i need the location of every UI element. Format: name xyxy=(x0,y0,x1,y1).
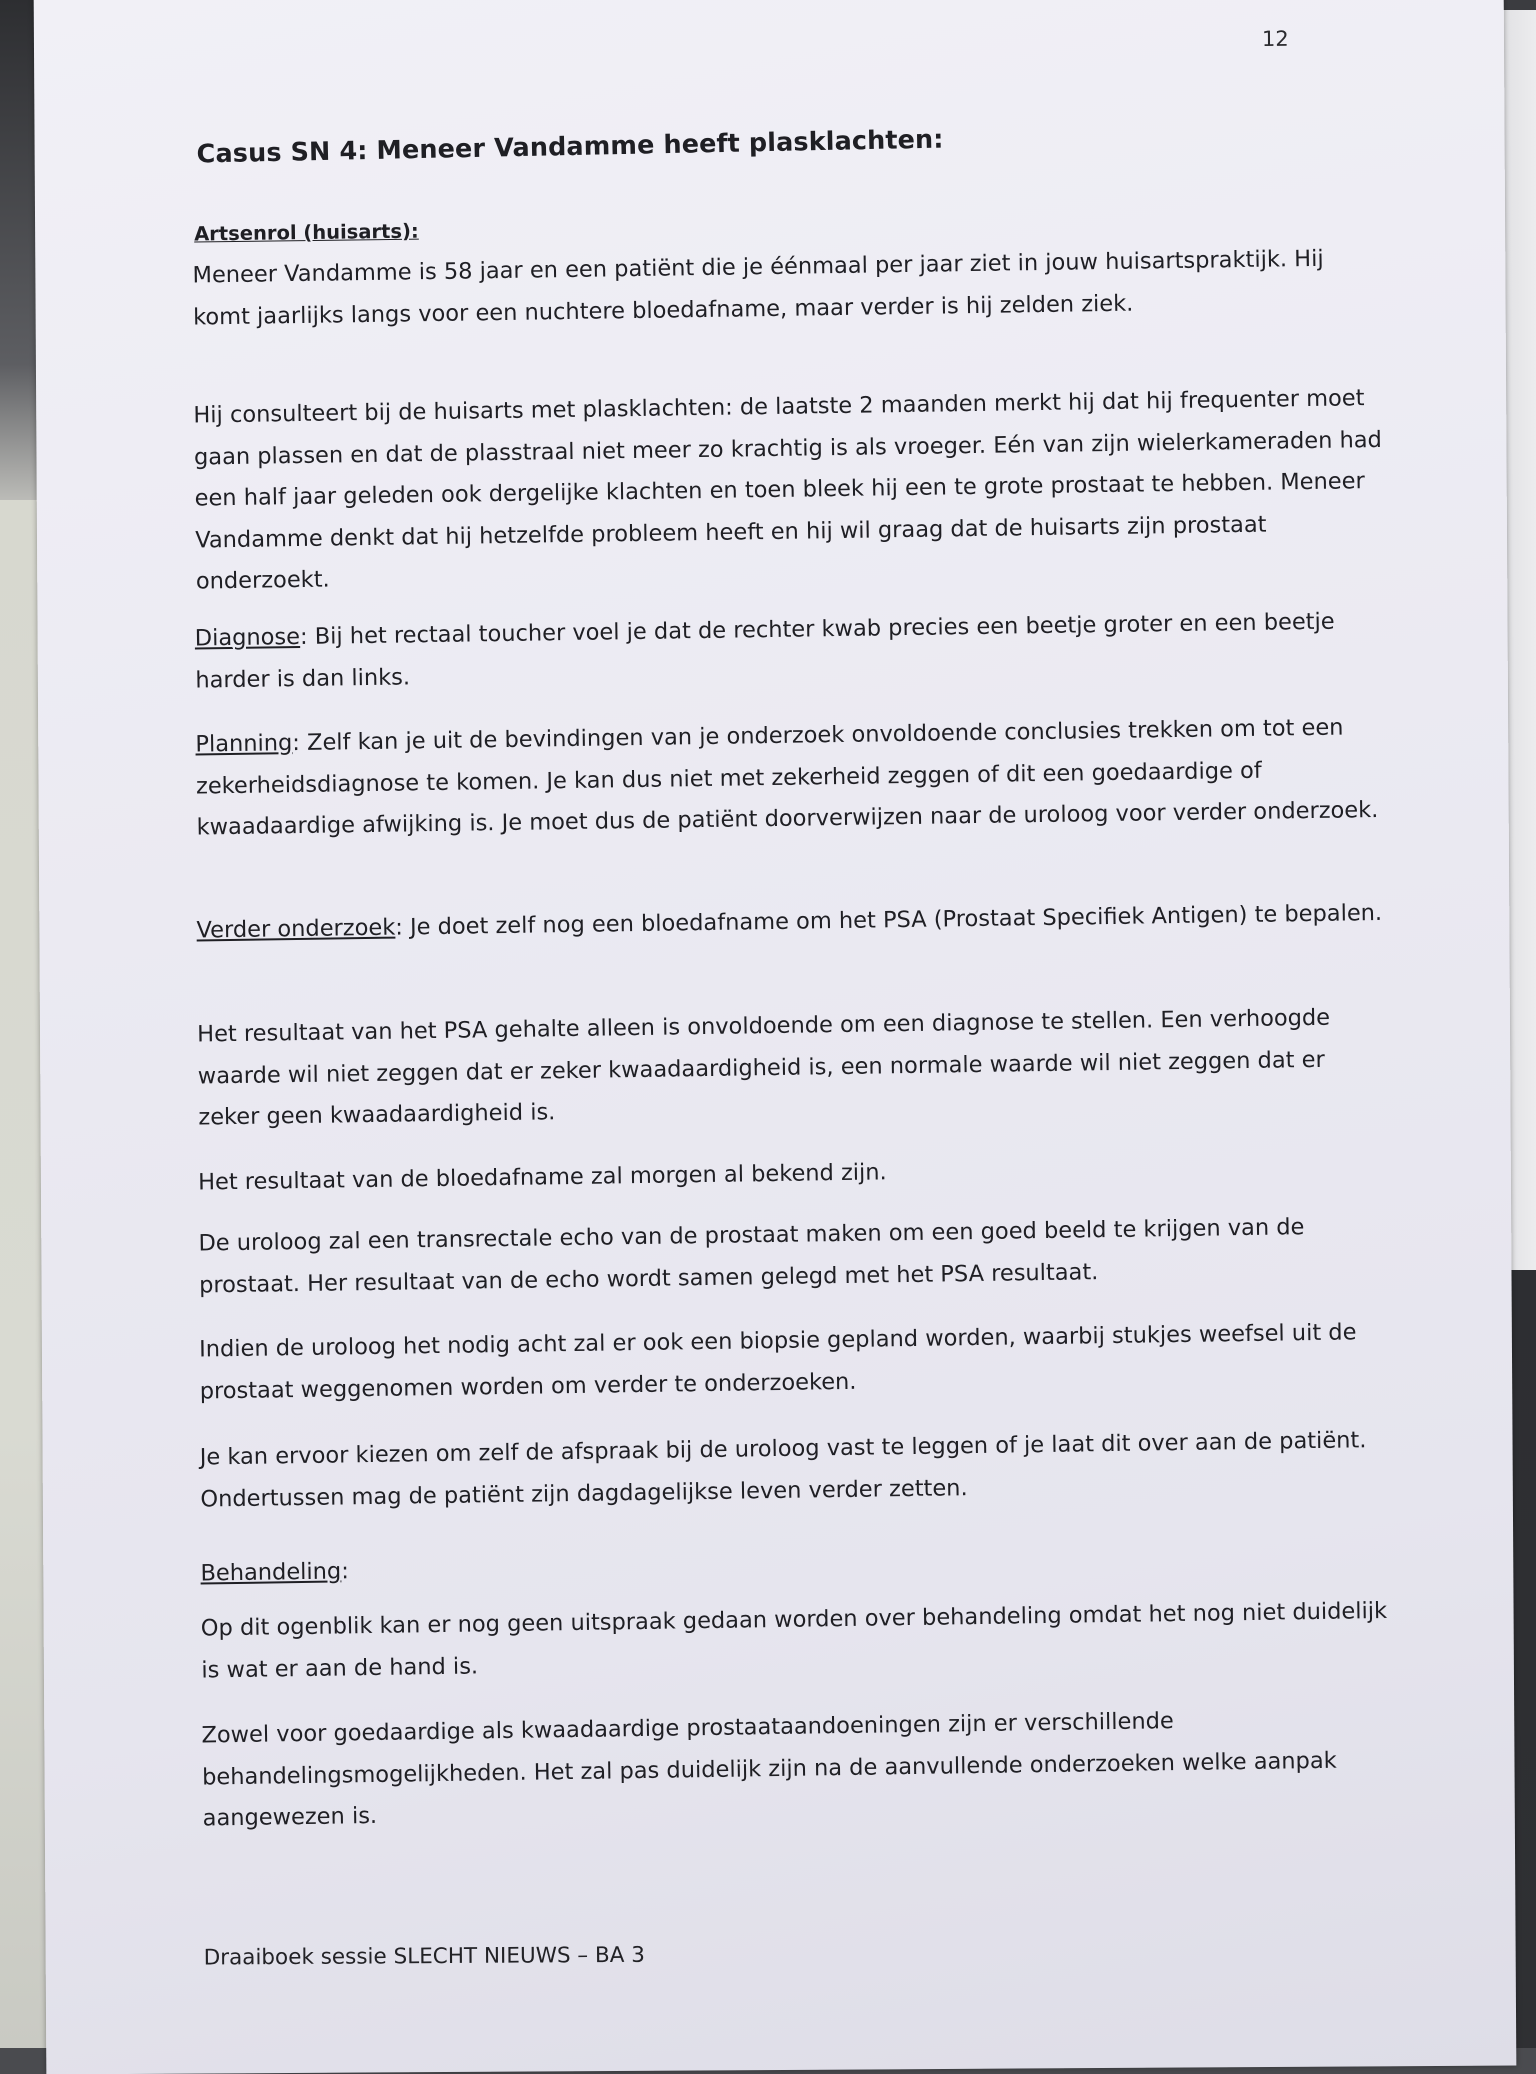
behandeling-colon: : xyxy=(341,1558,350,1585)
role-heading: Artsenrol (huisarts): xyxy=(193,219,419,246)
paragraph-biopsie: Indien de uroloog het nodig acht zal er ook een biopsie gepland worden, waarbij stukjes weefsel uit de prostaat weggenomen worden om verder te onderzoeken. xyxy=(198,1319,1357,1405)
paragraph-verder-onderzoek xyxy=(196,893,1386,952)
page-footer: Draaiboek sessie SLECHT NIEUWS – BA 3 xyxy=(203,1942,646,1971)
verder-onderzoek-text: : Je doet zelf nog een bloedafname om het PSA (Prostaat Specifiek Antigen) te bepalen. xyxy=(395,899,1383,941)
paragraph-complaints: Hij consulteert bij de huisarts met plasklachten: de laatste 2 maanden merkt hij dat hij frequenter moet gaan plassen en dat de plasstraal niet meer zo krachtig is als vroeger. Eén van zijn wielerkameraden had een half jaar geleden ook dergelijke klachten en toen bleek hij een te grote prostaat te hebben. Meneer Vandamme denkt dat hij hetzelfde probleem heeft en hij wil graag dat de huisarts zijn prostaat onderzoekt. xyxy=(193,385,1383,595)
page-number: 12 xyxy=(1261,26,1289,52)
diagnose-text: : Bij het rectaal toucher voel je dat de rechter kwab precies een beetje groter en een beetje harder is dan links. xyxy=(195,608,1335,694)
planning-text: : Zelf kan je uit de bevindingen van je onderzoek onvoldoende conclusies trekken om tot een zekerheidsdiagnose te komen. Je kan dus niet met zekerheid zeggen of dit een goedaardige of kwaadaardige afwijking is. Je moet dus de patiënt doorverwijzen naar de uroloog voor verder onderzoek. xyxy=(195,714,1379,841)
paragraph-behandeling-heading xyxy=(200,1536,1390,1595)
paragraph-psa-result: Het resultaat van het PSA gehalte alleen is onvoldoende om een diagnose te stellen. Een verhoogde waarde wil niet zeggen dat er zeker kwaadaardigheid is, een normale waarde wil niet zeggen dat er zeker geen kwaadaardigheid is. xyxy=(196,1004,1331,1131)
diagnose-label: Diagnose xyxy=(194,623,301,652)
paragraph-intro: Meneer Vandamme is 58 jaar en een patiënt die je éénmaal per jaar ziet in jouw huisartspraktijk. Hij komt jaarlijks langs voor een nuchtere bloedafname, maar verder is hij zelden ziek. xyxy=(192,245,1324,331)
paragraph-behandeling-status: Op dit ogenblik kan er nog geen uitspraak gedaan worden over behandeling omdat het nog niet duidelijk is wat er aan de hand is. xyxy=(200,1597,1388,1684)
paragraph-diagnose xyxy=(194,601,1385,702)
paragraph-planning xyxy=(195,707,1387,849)
behandeling-label: Behandeling xyxy=(200,1558,342,1587)
paragraph-behandeling-options: Zowel voor goedaardige als kwaadaardige prostaataandoeningen zijn er verschillende behandelingsmogelijkheden. Het zal pas duidelijk zijn na de aanvullende onderzoeken welke aanpak aangewezen is. xyxy=(201,1708,1337,1832)
paper-sheet xyxy=(34,0,1517,2074)
case-title: Casus SN 4: Meneer Vandamme heeft plasklachten: xyxy=(196,124,944,170)
paragraph-afspraak: Je kan ervoor kiezen om zelf de afspraak bij de uroloog vast te leggen of je laat dit over aan de patiënt. Ondertussen mag de patiënt zijn dagdagelijkse leven verder zetten. xyxy=(199,1427,1367,1513)
paragraph-echo: De uroloog zal een transrectale echo van de prostaat maken om een goed beeld te krijgen van de prostaat. Her resultaat van de echo wordt samen gelegd met het PSA resultaat. xyxy=(198,1214,1305,1299)
document-page xyxy=(34,0,1517,2074)
paragraph-blood-result: Het resultaat van de bloedafname zal morgen al bekend zijn. xyxy=(197,1159,887,1196)
planning-label: Planning xyxy=(195,730,293,758)
verder-onderzoek-label: Verder onderzoek xyxy=(196,914,396,944)
